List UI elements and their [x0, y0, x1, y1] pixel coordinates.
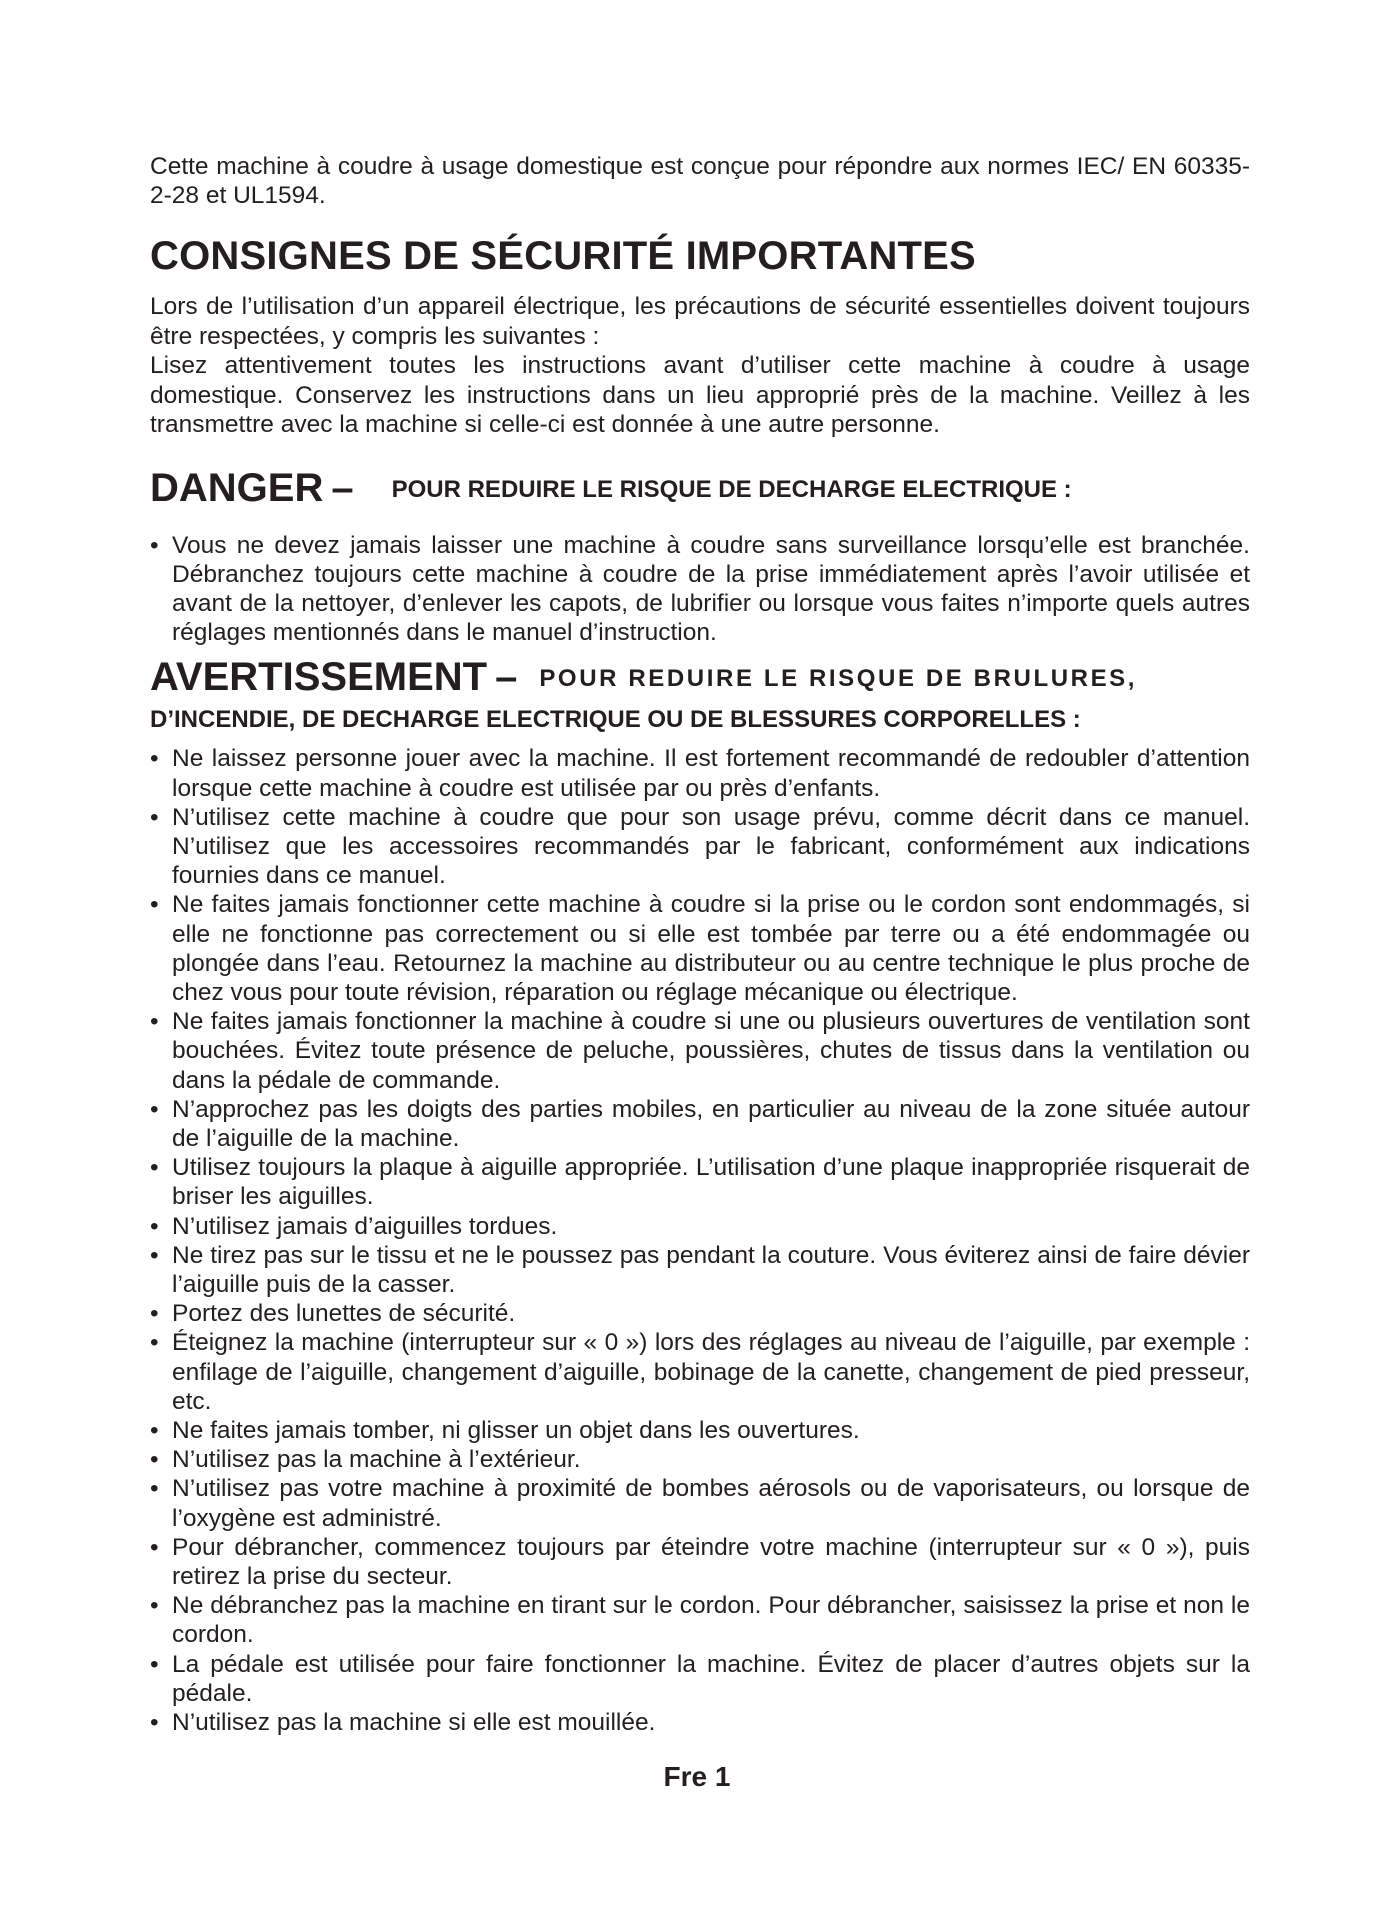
list-item: [150, 1299, 1250, 1328]
list-item-text: N’utilisez pas votre machine à proximité de bombes aérosols ou de vaporisateurs, ou lorsque de l’oxygène est administré.: [172, 1475, 1250, 1532]
list-item: [150, 1533, 1250, 1591]
bullet-icon: •: [150, 1008, 159, 1036]
warning-subtitle-line2: D’INCENDIE, DE DECHARGE ELECTRIQUE OU DE BLESSURES CORPORELLES :: [150, 706, 1081, 734]
warning-dash: –: [495, 655, 518, 700]
warning-title: AVERTISSEMENT: [150, 655, 488, 700]
intro-paragraph-2: Lisez attentivement toutes les instructions avant d’utiliser cette machine à coudre à usage domestique. Conservez les instructions dans un lieu approprié près de la machine. Veillez à les transmettre avec la machine si celle-ci est donnée à une autre personne.: [150, 352, 1250, 438]
bullet-icon: •: [150, 1533, 159, 1561]
list-item-text: Portez des lunettes de sécurité.: [172, 1300, 516, 1328]
list-item: [150, 1708, 1250, 1737]
list-item: [150, 1007, 1250, 1095]
standards-intro: Cette machine à coudre à usage domestique est conçue pour répondre aux normes IEC/ EN 60335-2-28 et UL1594.: [150, 153, 1250, 209]
list-item: [150, 1328, 1250, 1416]
list-item: [150, 744, 1250, 802]
list-item-text: Ne laissez personne jouer avec la machine. Il est fortement recommandé de redoubler d’attention lorsque cette machine à coudre est utilisée par ou près d’enfants.: [172, 745, 1250, 802]
list-item: [150, 1241, 1250, 1299]
bullet-icon: •: [150, 1212, 159, 1240]
list-item: [150, 1650, 1250, 1708]
intro-paragraph-1: Lors de l’utilisation d’un appareil électrique, les précautions de sécurité essentielles doivent toujours être respectées, y compris les suivantes :: [150, 293, 1250, 350]
danger-subtitle: POUR REDUIRE LE RISQUE DE DECHARGE ELECTRIQUE :: [391, 475, 1072, 503]
warning-list: [150, 744, 1250, 1737]
list-item-text: N’utilisez pas la machine si elle est mouillée.: [172, 1709, 656, 1737]
list-item: [150, 1474, 1250, 1532]
list-item: [150, 1095, 1250, 1153]
list-item-text: N’utilisez cette machine à coudre que pour son usage prévu, comme décrit dans ce manuel. N’utilisez que les accessoires recommandés par le fabricant, conformément aux indications fournies dans ce manuel.: [172, 803, 1250, 890]
bullet-icon: •: [150, 1416, 159, 1444]
page-number: Fre 1: [663, 1761, 731, 1792]
list-item-text: Ne débranchez pas la machine en tirant sur le cordon. Pour débrancher, saisissez la prise et non le cordon.: [172, 1592, 1250, 1649]
list-item: [150, 1153, 1250, 1211]
list-item-text: N’utilisez jamais d’aiguilles tordues.: [172, 1212, 558, 1240]
warning-heading: [150, 655, 1250, 734]
bullet-icon: •: [150, 1709, 159, 1737]
bullet-icon: •: [150, 803, 159, 831]
bullet-icon: •: [150, 1095, 159, 1123]
bullet-icon: •: [150, 745, 159, 773]
bullet-icon: •: [150, 1300, 159, 1328]
list-item-text: N’approchez pas les doigts des parties mobiles, en particulier au niveau de la zone située autour de l’aiguille de la machine.: [172, 1095, 1250, 1152]
bullet-icon: •: [150, 1154, 159, 1182]
list-item: [150, 1212, 1250, 1241]
list-item-text: Pour débrancher, commencez toujours par éteindre votre machine (interrupteur sur « 0 »), puis retirez la prise du secteur.: [172, 1533, 1250, 1590]
list-item: [150, 803, 1250, 891]
bullet-icon: •: [150, 1475, 159, 1503]
bullet-icon: •: [150, 1650, 159, 1678]
list-item: [150, 1445, 1250, 1474]
danger-list: [150, 531, 1250, 648]
list-item-text: N’utilisez pas la machine à l’extérieur.: [172, 1446, 581, 1474]
list-item: [150, 890, 1250, 1007]
danger-heading: [150, 464, 1250, 521]
list-item-text: Utilisez toujours la plaque à aiguille appropriée. L’utilisation d’une plaque inappropriée risquerait de briser les aiguilles.: [172, 1154, 1250, 1211]
list-item-text: Ne tirez pas sur le tissu et ne le poussez pas pendant la couture. Vous éviterez ainsi de faire dévier l’aiguille puis de la casser.: [172, 1241, 1250, 1298]
list-item-text: Ne faites jamais fonctionner cette machine à coudre si la prise ou le cordon sont endommagés, si elle ne fonctionne pas correctement ou si elle est tombée par terre ou a été endommagée ou plongée dans l’eau. Retournez la machine au distributeur ou au centre technique le plus proche de chez vous pour toute révision, réparation ou réglage mécanique ou électrique.: [172, 891, 1250, 1006]
danger-title: DANGER: [150, 465, 324, 510]
bullet-icon: •: [150, 1446, 159, 1474]
list-item-text: La pédale est utilisée pour faire fonctionner la machine. Évitez de placer d’autres objets sur la pédale.: [172, 1650, 1250, 1707]
list-item-text: Ne faites jamais fonctionner la machine à coudre si une ou plusieurs ouvertures de ventilation sont bouchées. Évitez toute présence de peluche, poussières, chutes de tissus dans la ventilation ou dans la pédale de commande.: [172, 1008, 1250, 1094]
page-title: CONSIGNES DE SÉCURITÉ IMPORTANTES: [150, 234, 976, 278]
list-item: [150, 1591, 1250, 1649]
list-item: [150, 531, 1250, 648]
danger-dash: –: [331, 465, 354, 510]
manual-page: [150, 152, 1250, 1737]
bullet-icon: •: [150, 1329, 159, 1357]
bullet-icon: •: [150, 1592, 159, 1620]
bullet-icon: •: [150, 891, 159, 919]
list-item-text: Vous ne devez jamais laisser une machine à coudre sans surveillance lorsqu’elle est branchée. Débranchez toujours cette machine à coudre de la prise immédiatement après l’avoir utilisée et avant de la nettoyer, d’enlever les capots, de lubrifier ou lorsque vous faites n’importe quels autres réglages mentionnés dans le manuel d’instruction.: [172, 531, 1250, 647]
warning-subtitle-line1: POUR REDUIRE LE RISQUE DE BRULURES,: [539, 665, 1138, 693]
bullet-icon: •: [150, 531, 159, 559]
bullet-icon: •: [150, 1241, 159, 1269]
list-item-text: Éteignez la machine (interrupteur sur « 0 ») lors des réglages au niveau de l’aiguille, par exemple : enfilage de l’aiguille, changement d’aiguille, bobinage de la canette, changement de pied presseur, etc.: [172, 1329, 1250, 1415]
list-item: [150, 1416, 1250, 1445]
list-item-text: Ne faites jamais tomber, ni glisser un objet dans les ouvertures.: [172, 1416, 860, 1444]
